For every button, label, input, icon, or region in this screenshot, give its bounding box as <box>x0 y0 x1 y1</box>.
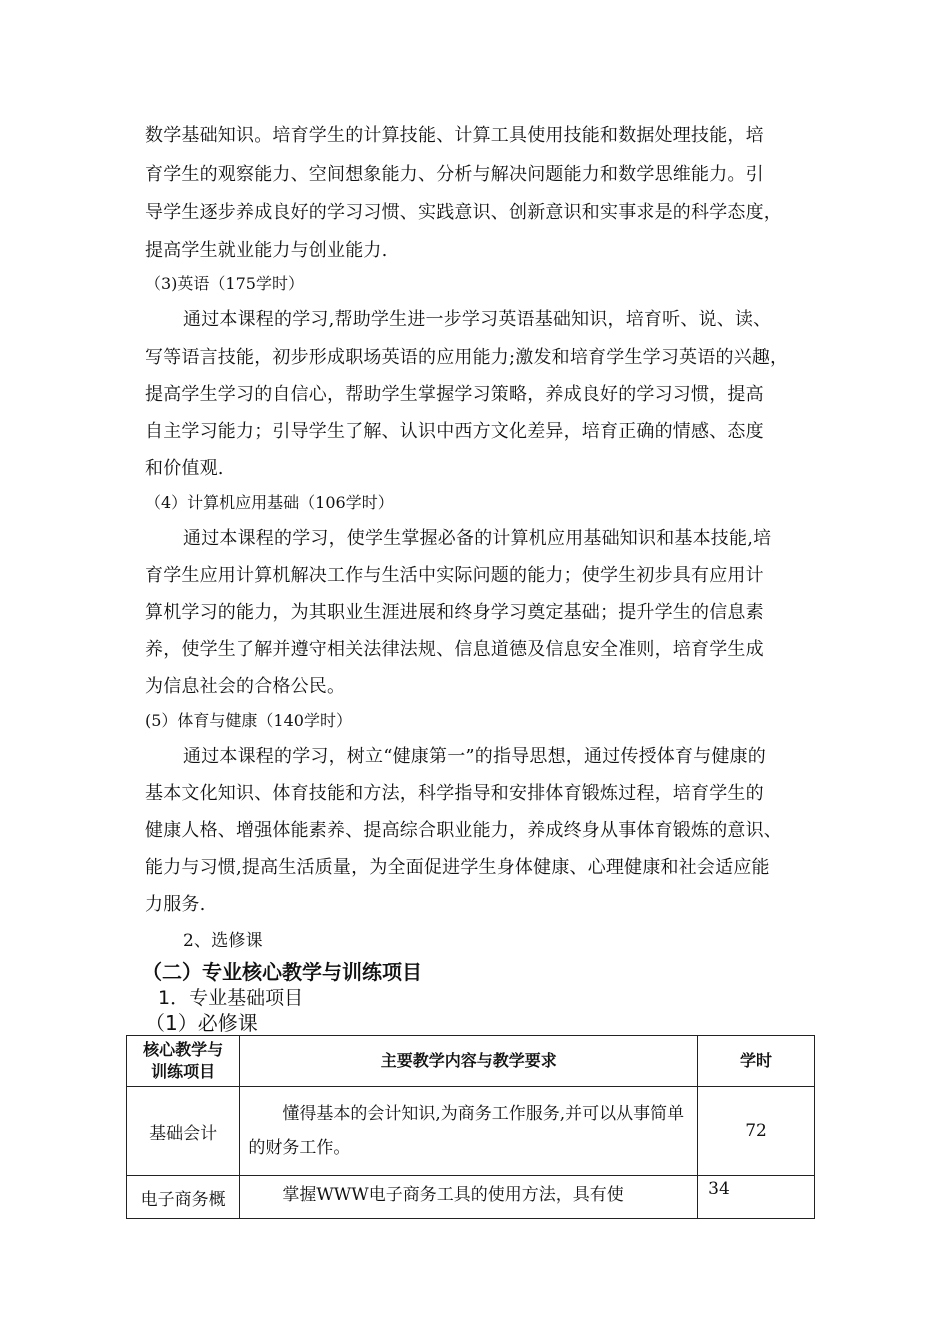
paragraph-line: 写等语言技能，初步形成职场英语的应用能力;激发和培育学生学习英语的兴趣， <box>145 347 789 368</box>
header-content: 主要教学内容与教学要求 <box>240 1036 698 1087</box>
course-table <box>126 1035 815 1219</box>
paragraph-line: 育学生应用计算机解决工作与生活中实际问题的能力；使学生初步具有应用计 <box>145 565 764 586</box>
paragraph-line: 健康人格、增强体能素养、提高综合职业能力，养成终身从事体育锻炼的意识、 <box>145 820 782 841</box>
section-title: （二）专业核心教学与训练项目 <box>142 960 422 984</box>
paragraph-line: 提高学生学习的自信心，帮助学生掌握学习策略，养成良好的学习习惯，提高 <box>145 384 764 405</box>
row-content-cell <box>240 1087 698 1176</box>
header-hours: 学时 <box>698 1036 815 1087</box>
row-hours: 34 <box>698 1176 815 1219</box>
elective-heading: 2、选修课 <box>183 931 263 951</box>
header-project-line: 核心教学与 <box>143 1040 224 1059</box>
table-header-row <box>127 1036 815 1087</box>
paragraph-line: 自主学习能力；引导学生了解、认识中西方文化差异，培育正确的情感、态度 <box>145 421 764 442</box>
paragraph-line: 通过本课程的学习，树立“健康第一”的指导思想，通过传授体育与健康的 <box>183 746 767 767</box>
paragraph-line: 通过本课程的学习,帮助学生进一步学习英语基础知识，培育听、说、读、 <box>183 309 772 330</box>
paragraph-line: 基本文化知识、体育技能和方法，科学指导和安排体育锻炼过程，培育学生的 <box>145 783 764 804</box>
header-project-line: 训练项目 <box>151 1062 216 1081</box>
table-row <box>127 1176 815 1219</box>
section-subsubtitle: （1）必修课 <box>145 1011 258 1035</box>
paragraph-line: 养，使学生了解并遵守相关法律法规、信息道德及信息安全准则，培育学生成 <box>145 639 764 660</box>
row-hours: 72 <box>698 1087 815 1176</box>
paragraph-line: 算机学习的能力，为其职业生涯进展和终身学习奠定基础；提升学生的信息素 <box>145 602 764 623</box>
paragraph-line: 导学生逐步养成良好的学习习惯、实践意识、创新意识和实事求是的科学态度， <box>145 202 782 223</box>
paragraph-line: 为信息社会的合格公民。 <box>145 676 346 697</box>
section-subtitle: 1．专业基础项目 <box>158 987 304 1009</box>
paragraph-line: 和价值观. <box>145 458 224 479</box>
paragraph-line: 育学生的观察能力、空间想象能力、分析与解决问题能力和数学思维能力。引 <box>145 164 764 185</box>
pe-heading: (5）体育与健康（140学时） <box>145 711 352 730</box>
paragraph-line: 数学基础知识。培育学生的计算技能、计算工具使用技能和数据处理技能，培 <box>145 125 764 146</box>
row-content-cell <box>240 1176 698 1219</box>
english-heading: （3)英语（175学时） <box>145 274 304 293</box>
table-row <box>127 1087 815 1176</box>
row-content: 懂得基本的会计知识,为商务工作服务,并可以从事简单的财务工作。 <box>248 1104 685 1158</box>
paragraph-line: 提高学生就业能力与创业能力. <box>145 240 388 261</box>
paragraph-line: 能力与习惯,提高生活质量，为全面促进学生身体健康、心理健康和社会适应能 <box>145 857 770 878</box>
row-name: 基础会计 <box>127 1087 240 1176</box>
paragraph-line: 通过本课程的学习，使学生掌握必备的计算机应用基础知识和基本技能,培 <box>183 528 772 549</box>
computer-heading: （4）计算机应用基础（106学时） <box>145 493 394 512</box>
row-content: 掌握WWW电子商务工具的使用方法，具有使 <box>282 1185 624 1205</box>
row-name: 电子商务概 <box>127 1176 240 1219</box>
paragraph-line: 力服务. <box>145 894 206 915</box>
header-project <box>127 1036 240 1087</box>
